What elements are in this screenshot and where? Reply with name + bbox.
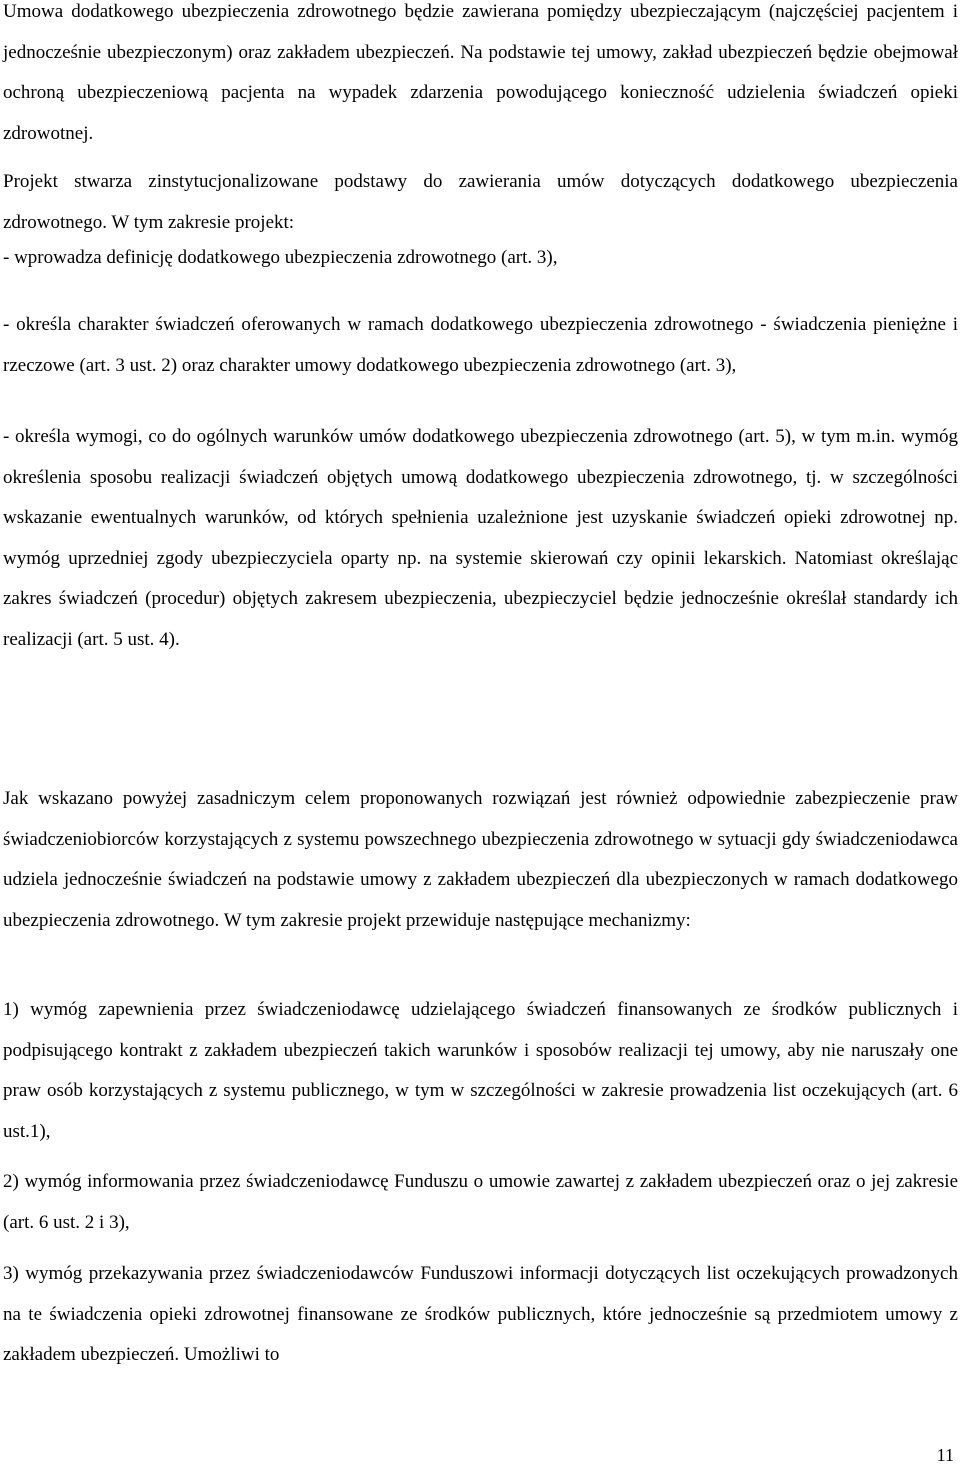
page-number: 11 <box>936 1445 954 1465</box>
list-item-mechanism-1: 1) wymóg zapewnienia przez świadczeniodawcę udzielającego świadczeń finansowanych ze środków publicznych i podpisującego kontrakt z zakładem ubezpieczeń takich warunków i sposobów realizacji tej umowy, aby nie naruszały one praw osób korzystających z systemu publicznego, w tym w szczególności w zakresie prowadzenia list oczekujących (art. 6 ust.1), <box>3 999 958 1142</box>
list-item-benefits-character: - określa charakter świadczeń oferowanych w ramach dodatkowego ubezpieczenia zdrowotnego - świadczenia pieniężne i rzeczowe (art. 3 ust. 2) oraz charakter umowy dodatkowego ubezpieczenia zdrowotnego (art. 3), <box>3 314 958 376</box>
paragraph-project-basis: Projekt stwarza zinstytucjonalizowane podstawy do zawierania umów dotyczących dodatkowego ubezpieczenia zdrowotnego. W tym zakresie projekt: <box>3 171 958 233</box>
list-item-general-terms: - określa wymogi, co do ogólnych warunków umów dodatkowego ubezpieczenia zdrowotnego (art. 5), w tym m.in. wymóg określenia sposobu realizacji świadczeń objętych umową dodatkowego ubezpieczenia zdrowotnego, tj. w szczególności wskazanie ewentualnych warunków, od których spełnienia uzależnione jest uzyskanie świadczeń opieki zdrowotnej np. wymóg uprzedniej zgody ubezpieczyciela oparty np. na systemie skierowań czy opinii lekarskich. Natomiast określając zakres świadczeń (procedur) objętych zakresem ubezpieczenia, ubezpieczyciel będzie jednocześnie określał standardy ich realizacji (art. 5 ust. 4). <box>3 426 958 650</box>
paragraph-insurance-agreement: Umowa dodatkowego ubezpieczenia zdrowotnego będzie zawierana pomiędzy ubezpieczającym (najczęściej pacjentem i jednocześnie ubezpieczonym) oraz zakładem ubezpieczeń. Na podstawie tej umowy, zakład ubezpieczeń będzie obejmował ochroną ubezpieczeniową pacjenta na wypadek zdarzenia powodującego konieczność udzielenia świadczeń opieki zdrowotnej. <box>3 1 958 144</box>
list-item-mechanism-2: 2) wymóg informowania przez świadczeniodawcę Funduszu o umowie zawartej z zakładem ubezpieczeń oraz o jej zakresie (art. 6 ust. 2 i 3), <box>3 1171 958 1233</box>
list-item-definition: - wprowadza definicję dodatkowego ubezpieczenia zdrowotnego (art. 3), <box>3 247 558 268</box>
list-item-mechanism-3: 3) wymóg przekazywania przez świadczeniodawców Funduszowi informacji dotyczących list oczekujących prowadzonych na te świadczenia opieki zdrowotnej finansowane ze środków publicznych, które jednocześnie są przedmiotem umowy z zakładem ubezpieczeń. Umożliwi to <box>3 1263 958 1366</box>
paragraph-main-goal: Jak wskazano powyżej zasadniczym celem proponowanych rozwiązań jest również odpowiednie zabezpieczenie praw świadczeniobiorców korzystających z systemu powszechnego ubezpieczenia zdrowotnego w sytuacji gdy świadczeniodawca udziela jednocześnie świadczeń na podstawie umowy z zakładem ubezpieczeń dla ubezpieczonych w ramach dodatkowego ubezpieczenia zdrowotnego. W tym zakresie projekt przewiduje następujące mechanizmy: <box>3 788 958 931</box>
